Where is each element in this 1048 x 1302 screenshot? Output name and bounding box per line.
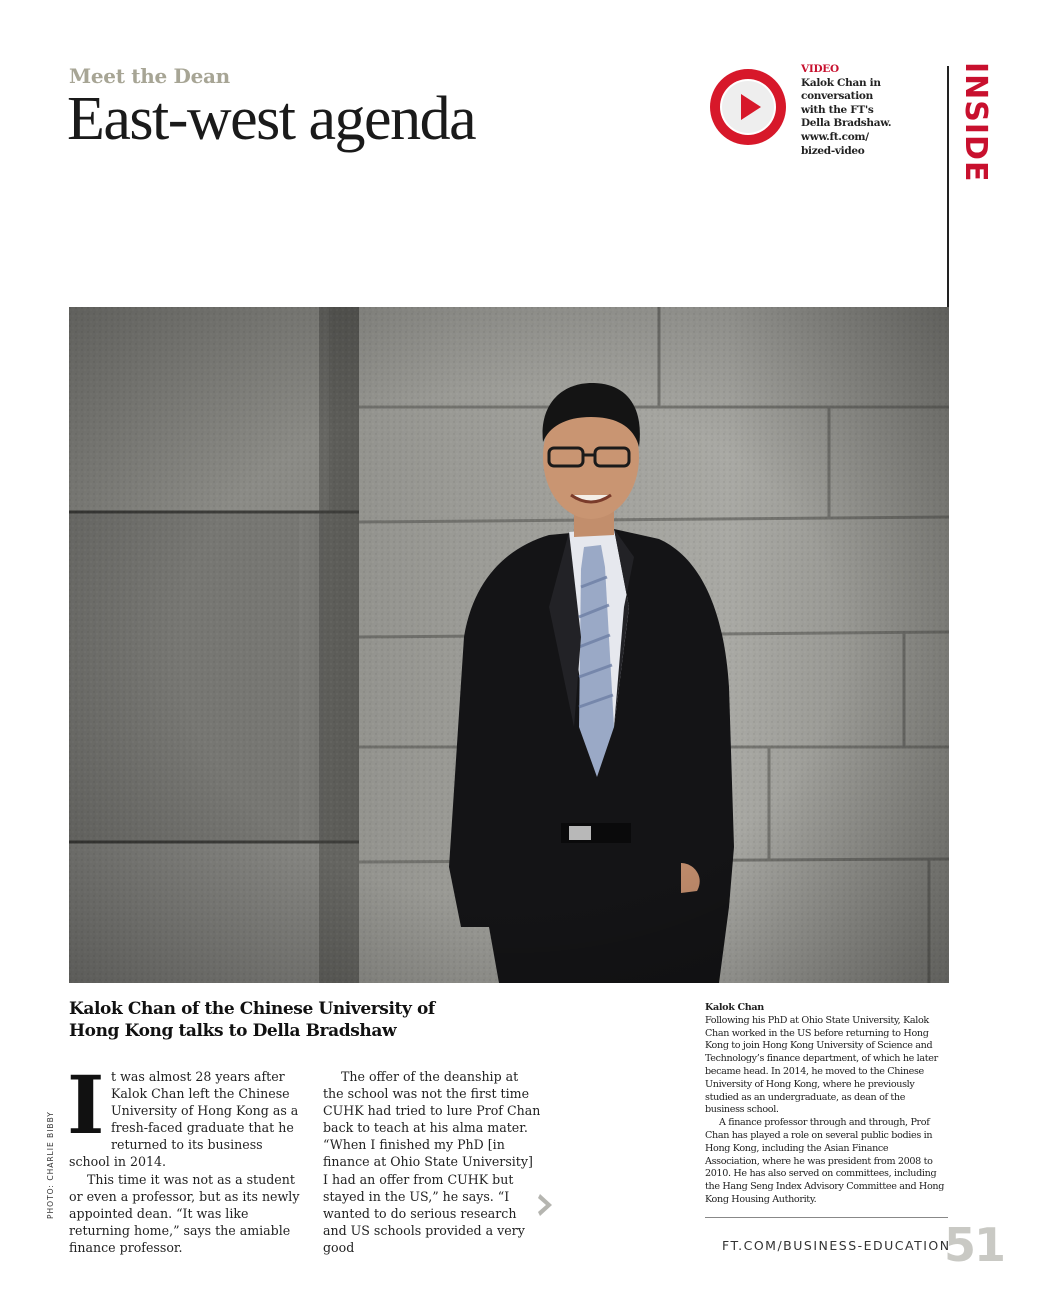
article-paragraph: t was almost 28 years after Kalok Chan left the Chinese University of Hong Kong as a fresh-faced graduate that he returned to its business school in 2014. xyxy=(69,1069,299,1170)
section-divider xyxy=(947,66,949,326)
sidebar-divider xyxy=(705,1217,948,1218)
photo-credit-text: PHOTO: CHARLIE BIBBY xyxy=(46,1111,55,1219)
article-column-1 xyxy=(67,1058,306,1256)
photo-credit xyxy=(46,1095,60,1225)
portrait-illustration xyxy=(69,307,949,983)
video-line: Kalok Chan in xyxy=(801,76,881,89)
section-tab xyxy=(955,62,995,192)
video-link[interactable]: www.ft.com/ xyxy=(801,130,869,143)
video-line: conversation xyxy=(801,90,873,103)
video-line: with the FT's xyxy=(801,103,874,116)
dropcap: I xyxy=(67,1058,105,1152)
video-promo[interactable] xyxy=(708,63,892,173)
video-label: VIDEO xyxy=(801,63,839,75)
headline: East-west agenda xyxy=(67,85,476,153)
section-kicker: Meet the Dean xyxy=(69,64,230,88)
footer-url[interactable]: FT.COM/BUSINESS-EDUCATION xyxy=(722,1238,951,1253)
standfirst-line: Kalok Chan of the Chinese University of xyxy=(69,999,435,1019)
sidebar-paragraph: A finance professor through and through, Prof Chan has played a role on several public bodies in Hong Kong, including the Asian Finance Association, where he was president from 2008 to 2010. He has also served on committees, including the Hang Seng Index Advisory Committee and Hong Kong Housing Authority. xyxy=(705,1117,944,1205)
sidebar-paragraph: Following his PhD at Ohio State University, Kalok Chan worked in the US before returning to Hong Kong to join Hong Kong University of Science and Technology’s finance department, of which he later became head. In 2014, he moved to the Chinese University of Hong Kong, where he previously studied as an undergraduate, as dean of the business school. xyxy=(705,1014,938,1116)
portrait-photo xyxy=(69,307,949,983)
article-paragraph: The offer of the deanship at the school was not the first time CUHK had tried to lure Prof Chan back to teach at his alma mater. “When I finished my PhD [in finance at Ohio State University] I had an offer from CUHK but stayed in the US,” he says. “I wanted to do serious research and US schools provided a very good xyxy=(323,1069,541,1255)
standfirst xyxy=(69,998,519,1042)
chevron-right-icon xyxy=(537,1192,555,1218)
article-paragraph: This time it was not as a student or even a professor, but as its newly appointed dean. “It was like returning home,” says the amiable finance professor. xyxy=(69,1171,300,1255)
video-caption xyxy=(801,63,896,158)
article-column-2 xyxy=(323,1068,541,1256)
video-line: Della Bradshaw. xyxy=(801,117,892,130)
video-link[interactable]: bized-video xyxy=(801,144,865,157)
sidebar-title: Kalok Chan xyxy=(705,1002,764,1013)
play-icon[interactable] xyxy=(708,67,788,147)
profile-sidebar xyxy=(705,1002,945,1207)
section-label: INSIDE xyxy=(958,62,993,183)
standfirst-line: Hong Kong talks to Della Bradshaw xyxy=(69,1021,397,1041)
page-number: 51 xyxy=(944,1218,1005,1272)
